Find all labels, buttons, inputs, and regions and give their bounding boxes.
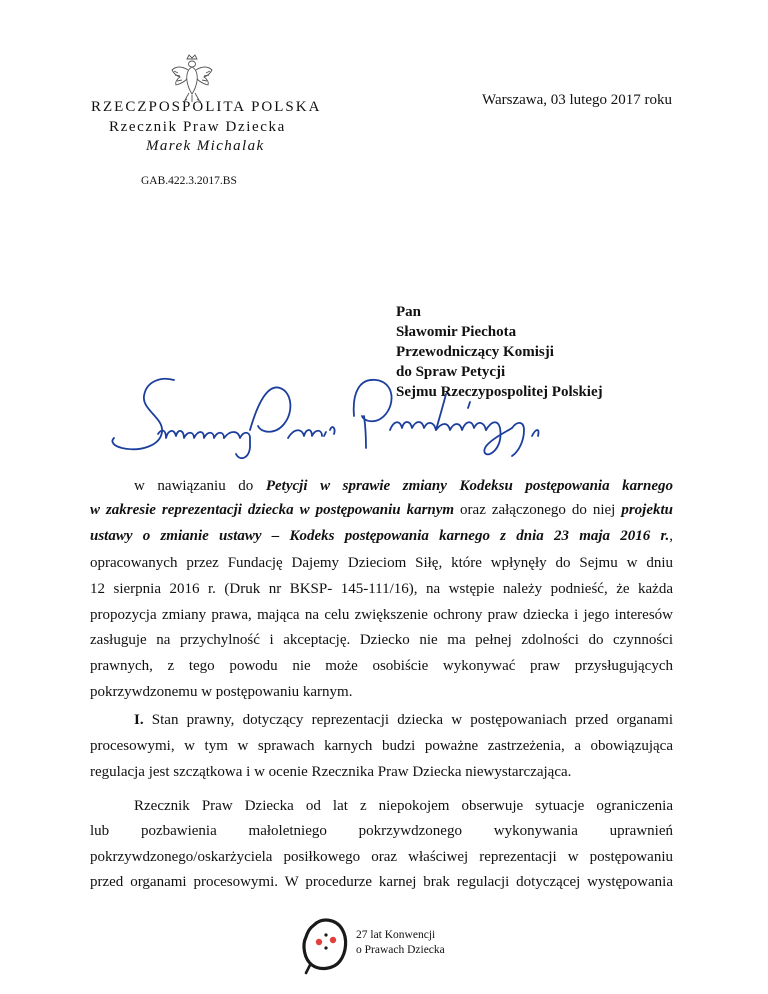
paragraph-line: procesowymi, w tym w sprawach karnych budzi poważne zastrzeżenia, a obowiązująca [90,738,673,754]
addressee-line: Pan [396,304,422,320]
reference-number: GAB.422.3.2017.BS [141,175,237,187]
addressee-line: do Spraw Petycji [396,364,506,380]
paragraph-line: pokrzywdzonemu w postępowaniu karnym. [90,684,353,700]
paragraph-line: zasługuje na przychylność i akceptację. Dziecko nie ma pełnej zdolności do czynności [90,632,673,648]
office-name: Rzecznik Praw Dziecka [109,119,286,135]
institution-name: RZECZPOSPOLITA POLSKA [91,99,322,115]
paragraph-line: przed organami procesowymi. W procedurze karnej brak regulacji dotyczącej występowania [90,874,673,890]
handwritten-salutation [108,372,618,470]
paragraph-line: Rzecznik Praw Dziecka od lat z niepokojem obserwuje sytuacje ograniczenia [134,798,673,814]
footer-text: 27 lat Konwencji [356,929,436,941]
addressee-line: Przewodniczący Komisji [396,344,554,360]
footer-text: o Prawach Dziecka [356,944,445,956]
polish-eagle-emblem-icon [168,52,216,104]
paragraph-line: pokrzywdzonego/oskarżyciela posiłkowego oraz właściwej reprezentacji w postępowaniu [90,849,673,865]
paragraph-line: ustawy o zmianie ustawy – Kodeks postępowania karnego z dnia 23 maja 2016 r., [90,528,673,544]
paragraph-line: regulacja jest szczątkowa i w ocenie Rzecznika Praw Dziecka niewystarczająca. [90,764,572,780]
paragraph-line: prawnych, z tego powodu nie może osobiście wykonywać praw przysługujących [90,658,673,674]
paragraph-line: w nawiązaniu do Petycji w sprawie zmiany Kodeksu postępowania karnego [134,478,673,494]
paragraph-line: w zakresie reprezentacji dziecka w postępowaniu karnym oraz załączonego do niej projektu [90,502,673,518]
childrens-rights-convention-logo-icon [300,915,354,975]
paragraph-line: propozycja zmiany prawa, mająca na celu zwiększenie ochrony praw dziecka i jego interesów [90,607,673,623]
letter-date: Warszawa, 03 lutego 2017 roku [482,92,672,108]
paragraph-line: lub pozbawienia małoletniego pokrzywdzonego wykonywania uprawnień [90,823,673,839]
paragraph-line: 12 sierpnia 2016 r. (Druk nr BKSP- 145-111/16), na wstępie należy podnieść, że każda [90,581,673,597]
paragraph-line: I. Stan prawny, dotyczący reprezentacji dziecka w postępowaniach przed organami [134,712,673,728]
paragraph-line: opracowanych przez Fundację Dajemy Dzieciom Siłę, które wpłynęły do Sejmu w dniu [90,555,673,571]
addressee-line: Sławomir Piechota [396,324,517,340]
person-name: Marek Michalak [146,138,265,154]
addressee-line: Sejmu Rzeczypospolitej Polskiej [396,384,603,400]
